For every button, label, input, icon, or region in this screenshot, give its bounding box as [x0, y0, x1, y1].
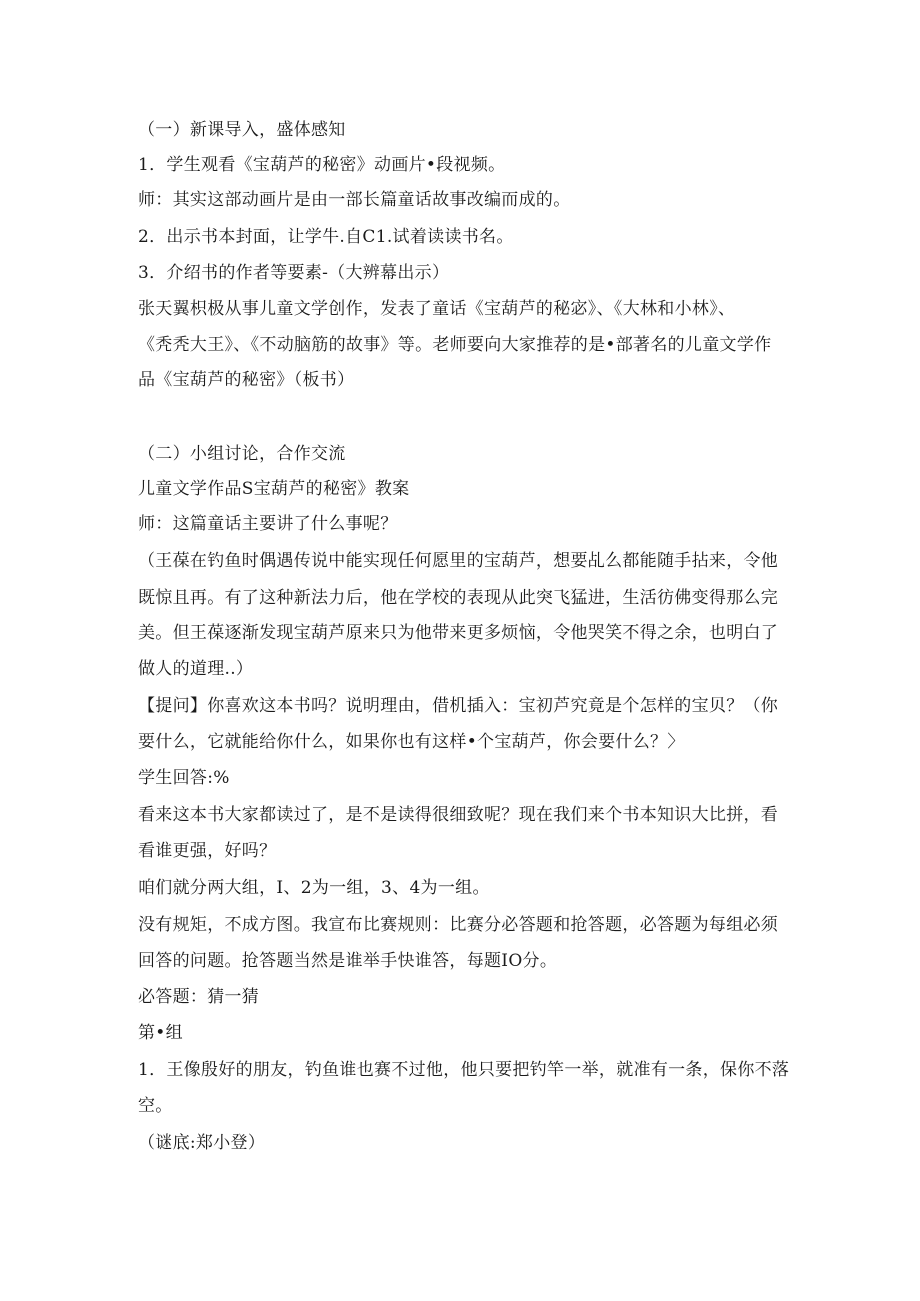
riddle-line-2: 空。	[138, 1096, 173, 1116]
question-line-1: 【提问】你喜欢这本书吗？说明理由，借机插入：宝初芦究竟是个怎样的宝贝？（你	[138, 696, 779, 716]
list-item-2: 2．出示书本封面，让学牛.自C1.试着读读书名。	[138, 227, 514, 247]
summary-line-3: 美。但王葆逐渐发现宝葫芦原来只为他带来更多烦恼，令他哭笑不得之余，也明白了	[138, 623, 779, 643]
teacher-line-2: 师：这篇童话主要讲了什么事呢？	[138, 514, 398, 534]
question-line-2: 要什么，它就能给你什么，如果你也有这样•个宝葫芦，你会要什么？〉	[138, 732, 685, 752]
list-item-1: 1．学生观看《宝葫芦的秘密》动画片•段视频。	[138, 155, 506, 175]
riddle-line-1: 1．王像殷好的朋友，钓鱼谁也赛不过他，他只要把钓竿一举，就准有一条，保你不落	[138, 1060, 790, 1080]
intro-line-2: 《秃秃大王》、《不动脑筋的故事》等。老师要向大家推荐的是•部著名的儿童文学作	[138, 335, 772, 355]
teacher-line-1: 师：其实这部动画片是由一部长篇童话故事改编而成的。	[138, 190, 571, 210]
rules-line-1: 没有规矩，不成方图。我宣布比赛规则：比赛分必答题和抢答题，必答题为每组必须	[138, 915, 779, 935]
summary-line-1: （王葆在钓鱼时偶遇传说中能实现任何愿里的宝葫芦，想要乩么都能随手拈来，令他	[138, 551, 779, 571]
section-heading-2: （二）小组讨论，合作交流	[138, 444, 346, 464]
must-answer-heading: 必答题：猜一猜	[138, 987, 260, 1007]
groups-line: 咱们就分两大组，I、2为一组，3、4为一组。	[138, 878, 490, 898]
contest-line-1: 看来这本书大家都读过了，是不是读得很细致呢？现在我们来个书本知识大比拼，看	[138, 805, 779, 825]
section-heading-1: （一）新课导入，盛体感知	[138, 120, 346, 140]
summary-line-2: 既惊且再。有了这种新法力后，他在学校的表现从此突飞猛进，生活彷佛变得那么完	[138, 588, 779, 608]
summary-line-4: 做人的道理..）	[138, 659, 254, 679]
group-one-label: 第•组	[138, 1023, 183, 1043]
intro-line-3: 品《宝葫芦的秘密》（板书）	[138, 370, 355, 390]
riddle-answer: （谜底:郑小登）	[138, 1133, 266, 1153]
intro-line-1: 张天翼枳极从事儿童文学创作，发表了童话《宝葫芦的秘宓》、《大林和小林》、	[138, 299, 736, 319]
rules-line-2: 回答的问题。抢答题当然是谁举手快谁答，每题IO分。	[138, 951, 558, 971]
document-title: 儿童文学作品S宝葫芦的秘密》教案	[138, 479, 410, 499]
contest-line-2: 看谁更强，好吗？	[138, 841, 277, 861]
list-item-3: 3．介绍书的作者等要素-（大辨幕出示）	[138, 263, 450, 283]
student-answer: 学生回答:%	[138, 768, 230, 788]
